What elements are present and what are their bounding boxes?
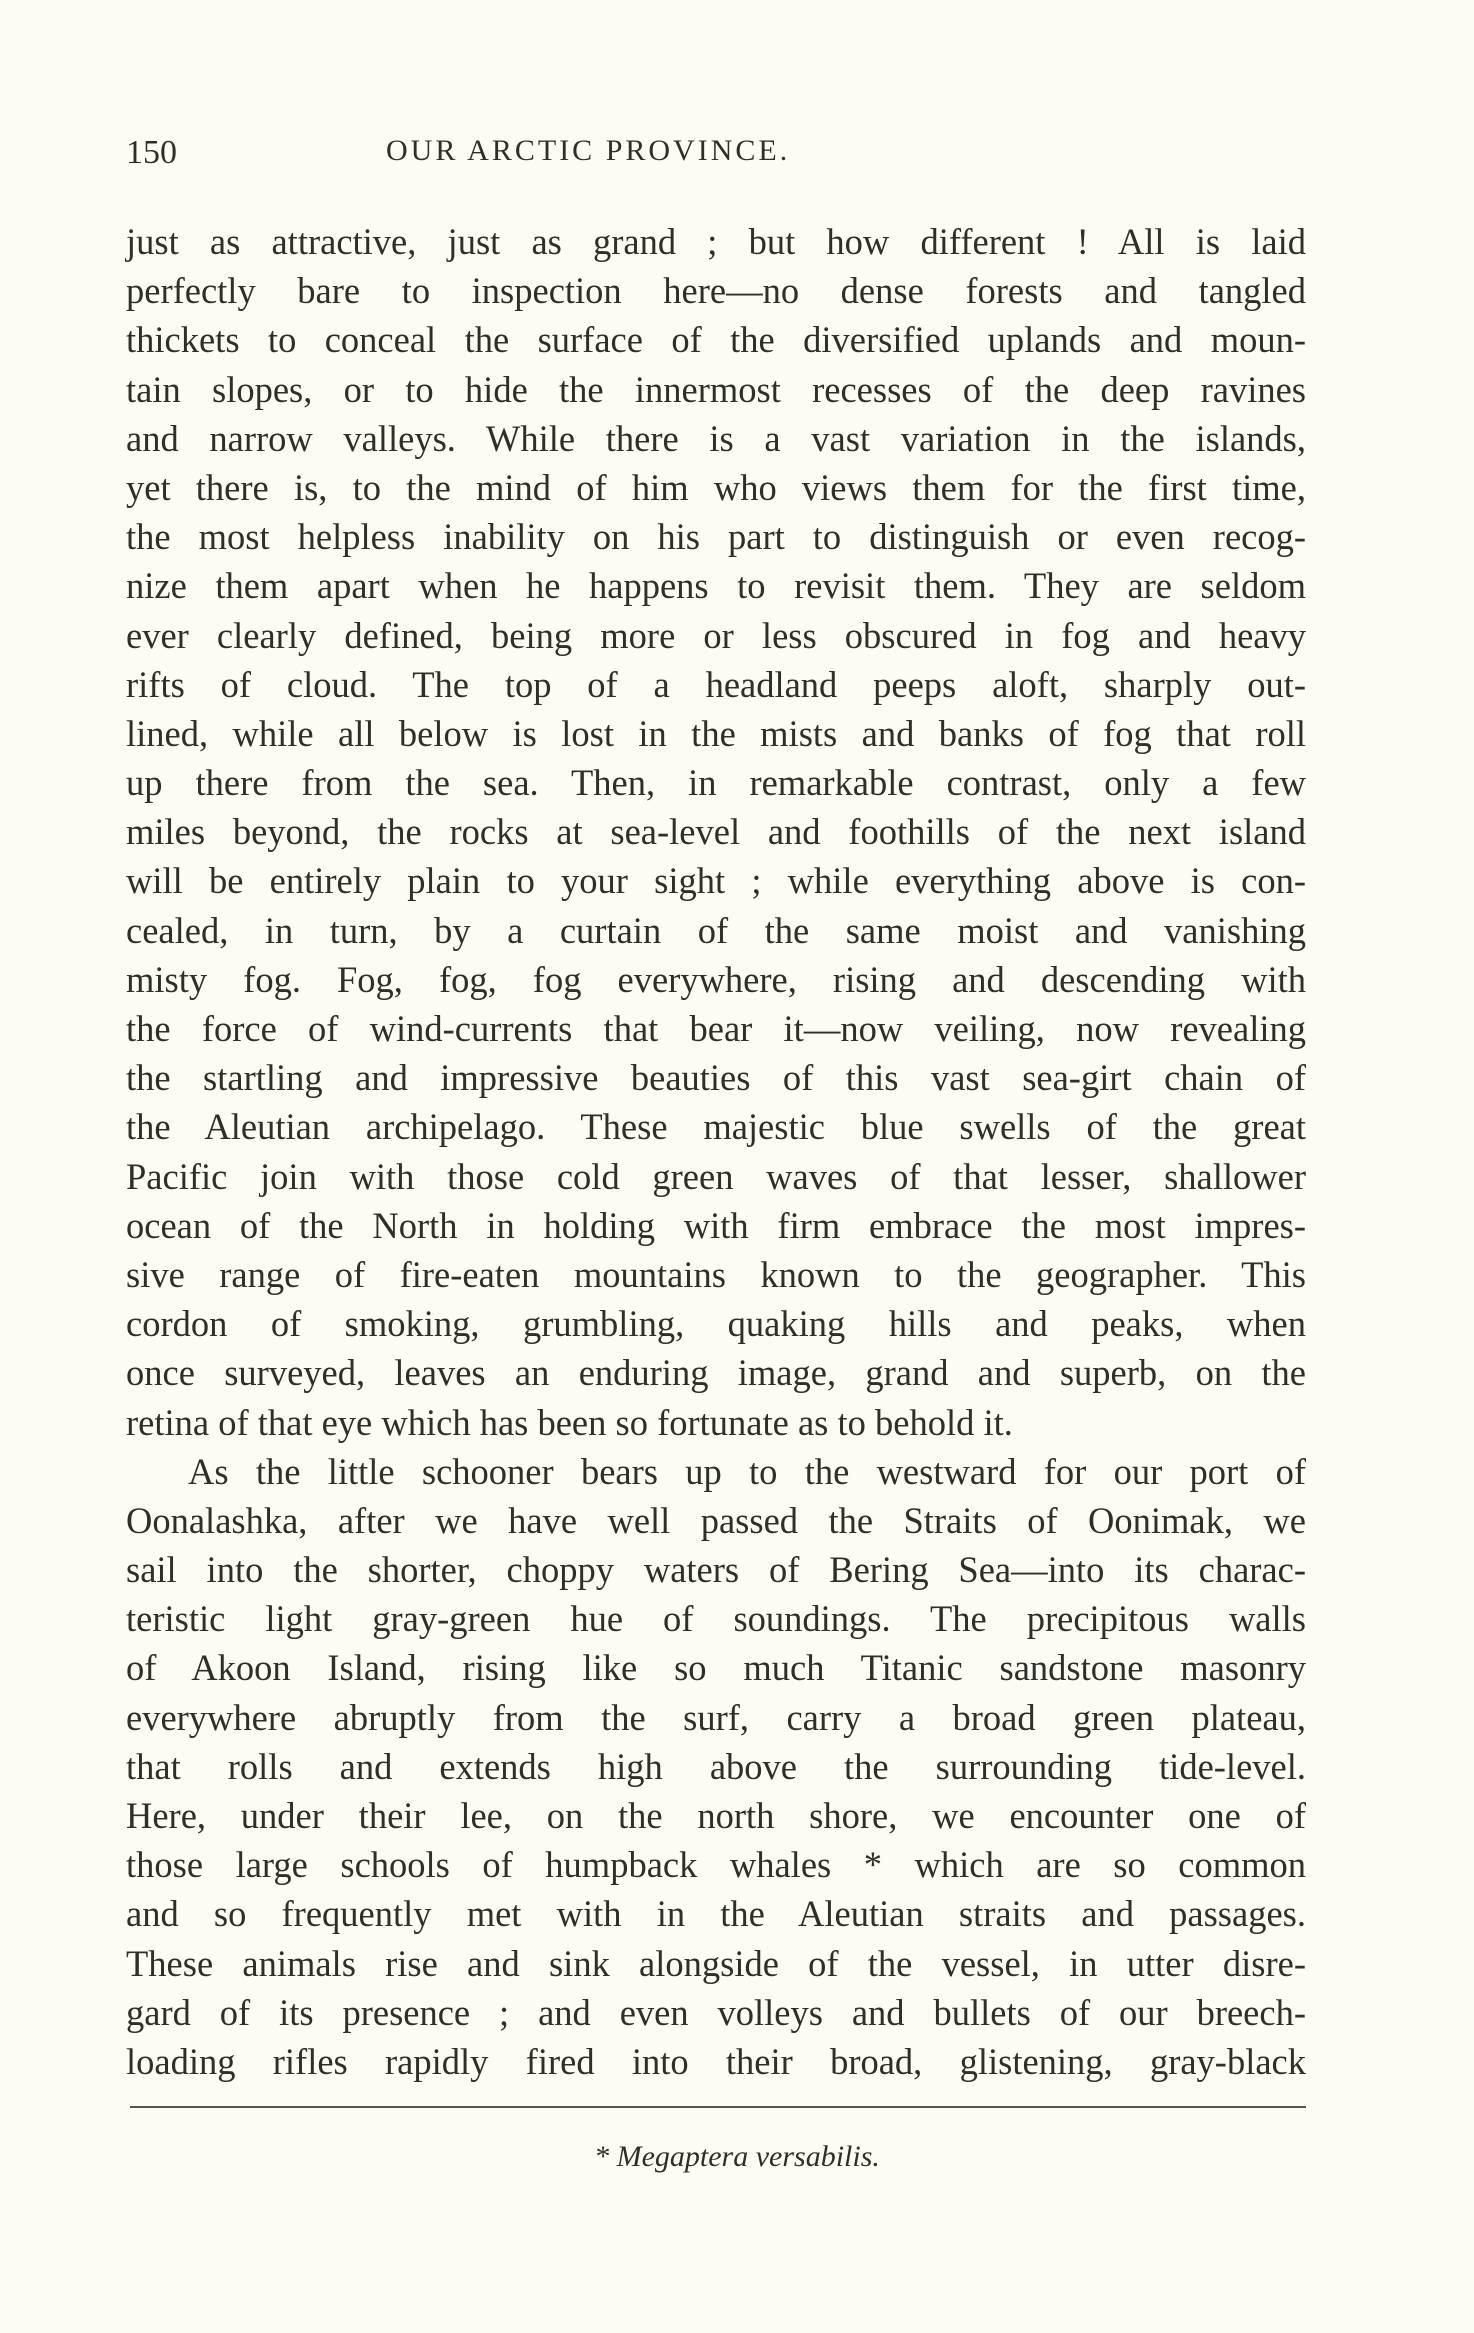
text-line: miles beyond, the rocks at sea-level and foothills of the next island [126, 811, 1306, 853]
page-number: 150 [126, 134, 177, 171]
text-line: teristic light gray-green hue of soundings. The precipitous walls [126, 1598, 1306, 1640]
text-line: the startling and impressive beauties of this vast sea-girt chain of [126, 1057, 1306, 1099]
text-line: nize them apart when he happens to revisit them. They are seldom [126, 565, 1306, 607]
text-line: and so frequently met with in the Aleutian straits and passages. [126, 1893, 1306, 1935]
body-text [126, 217, 1306, 2086]
text-line: lined, while all below is lost in the mists and banks of fog that roll [126, 712, 1306, 754]
text-line: those large schools of humpback whales * which are so common [126, 1844, 1306, 1886]
text-line: perfectly bare to inspection here—no dense forests and tangled [126, 270, 1306, 312]
text-line: ever clearly defined, being more or less obscured in fog and heavy [126, 614, 1306, 656]
text-line: the force of wind-currents that bear it—now veiling, now revealing [126, 1008, 1306, 1049]
text-line: rifts of cloud. The top of a headland peeps aloft, sharply out- [126, 663, 1306, 705]
text-line: Here, under their lee, on the north shore, we encounter one of [126, 1795, 1306, 1836]
footnote: * Megaptera versabilis. [594, 2140, 880, 2173]
text-line: Oonalashka, after we have well passed the Straits of Oonimak, we [126, 1499, 1306, 1541]
text-line: thickets to conceal the surface of the diversified uplands and moun- [126, 319, 1306, 361]
text-line: everywhere abruptly from the surf, carry a broad green plateau, [126, 1696, 1306, 1738]
text-line: cealed, in turn, by a curtain of the same moist and vanishing [126, 909, 1306, 951]
text-line: of Akoon Island, rising like so much Titanic sandstone masonry [126, 1647, 1306, 1689]
text-line: misty fog. Fog, fog, fog everywhere, rising and descending with [126, 958, 1306, 1000]
page-header [126, 134, 1306, 184]
text-line: up there from the sea. Then, in remarkable contrast, only a few [126, 762, 1306, 804]
text-line: the most helpless inability on his part to distinguish or even recog- [126, 516, 1306, 558]
text-line: As the little schooner bears up to the westward for our port of [188, 1450, 1306, 1492]
text-line: yet there is, to the mind of him who views them for the first time, [126, 466, 1306, 508]
running-title: OUR ARCTIC PROVINCE. [386, 134, 791, 167]
text-line: retina of that eye which has been so fortunate as to behold it. [126, 1401, 1013, 1443]
text-line: sail into the shorter, choppy waters of Bering Sea—into its charac- [126, 1549, 1306, 1591]
text-line: will be entirely plain to your sight ; while everything above is con- [126, 860, 1306, 902]
footnote-divider [130, 2106, 1306, 2108]
text-line: cordon of smoking, grumbling, quaking hills and peaks, when [126, 1303, 1306, 1345]
text-line: These animals rise and sink alongside of the vessel, in utter disre- [126, 1942, 1306, 1984]
text-line: ocean of the North in holding with firm embrace the most impres- [126, 1204, 1306, 1246]
text-line: tain slopes, or to hide the innermost recesses of the deep ravines [126, 368, 1306, 410]
text-line: the Aleutian archipelago. These majestic blue swells of the great [126, 1106, 1306, 1148]
text-line: Pacific join with those cold green waves of that lesser, shallower [126, 1155, 1306, 1197]
text-line: sive range of fire-eaten mountains known to the geographer. This [126, 1253, 1306, 1295]
text-line: gard of its presence ; and even volleys and bullets of our breech- [126, 1991, 1306, 2033]
text-line: once surveyed, leaves an enduring image, grand and superb, on the [126, 1352, 1306, 1394]
text-line: just as attractive, just as grand ; but how different ! All is laid [126, 221, 1306, 262]
text-line: that rolls and extends high above the surrounding tide-level. [126, 1745, 1306, 1787]
text-line: and narrow valleys. While there is a vast variation in the islands, [126, 417, 1306, 459]
text-line: loading rifles rapidly fired into their broad, glistening, gray-black [126, 2040, 1306, 2082]
